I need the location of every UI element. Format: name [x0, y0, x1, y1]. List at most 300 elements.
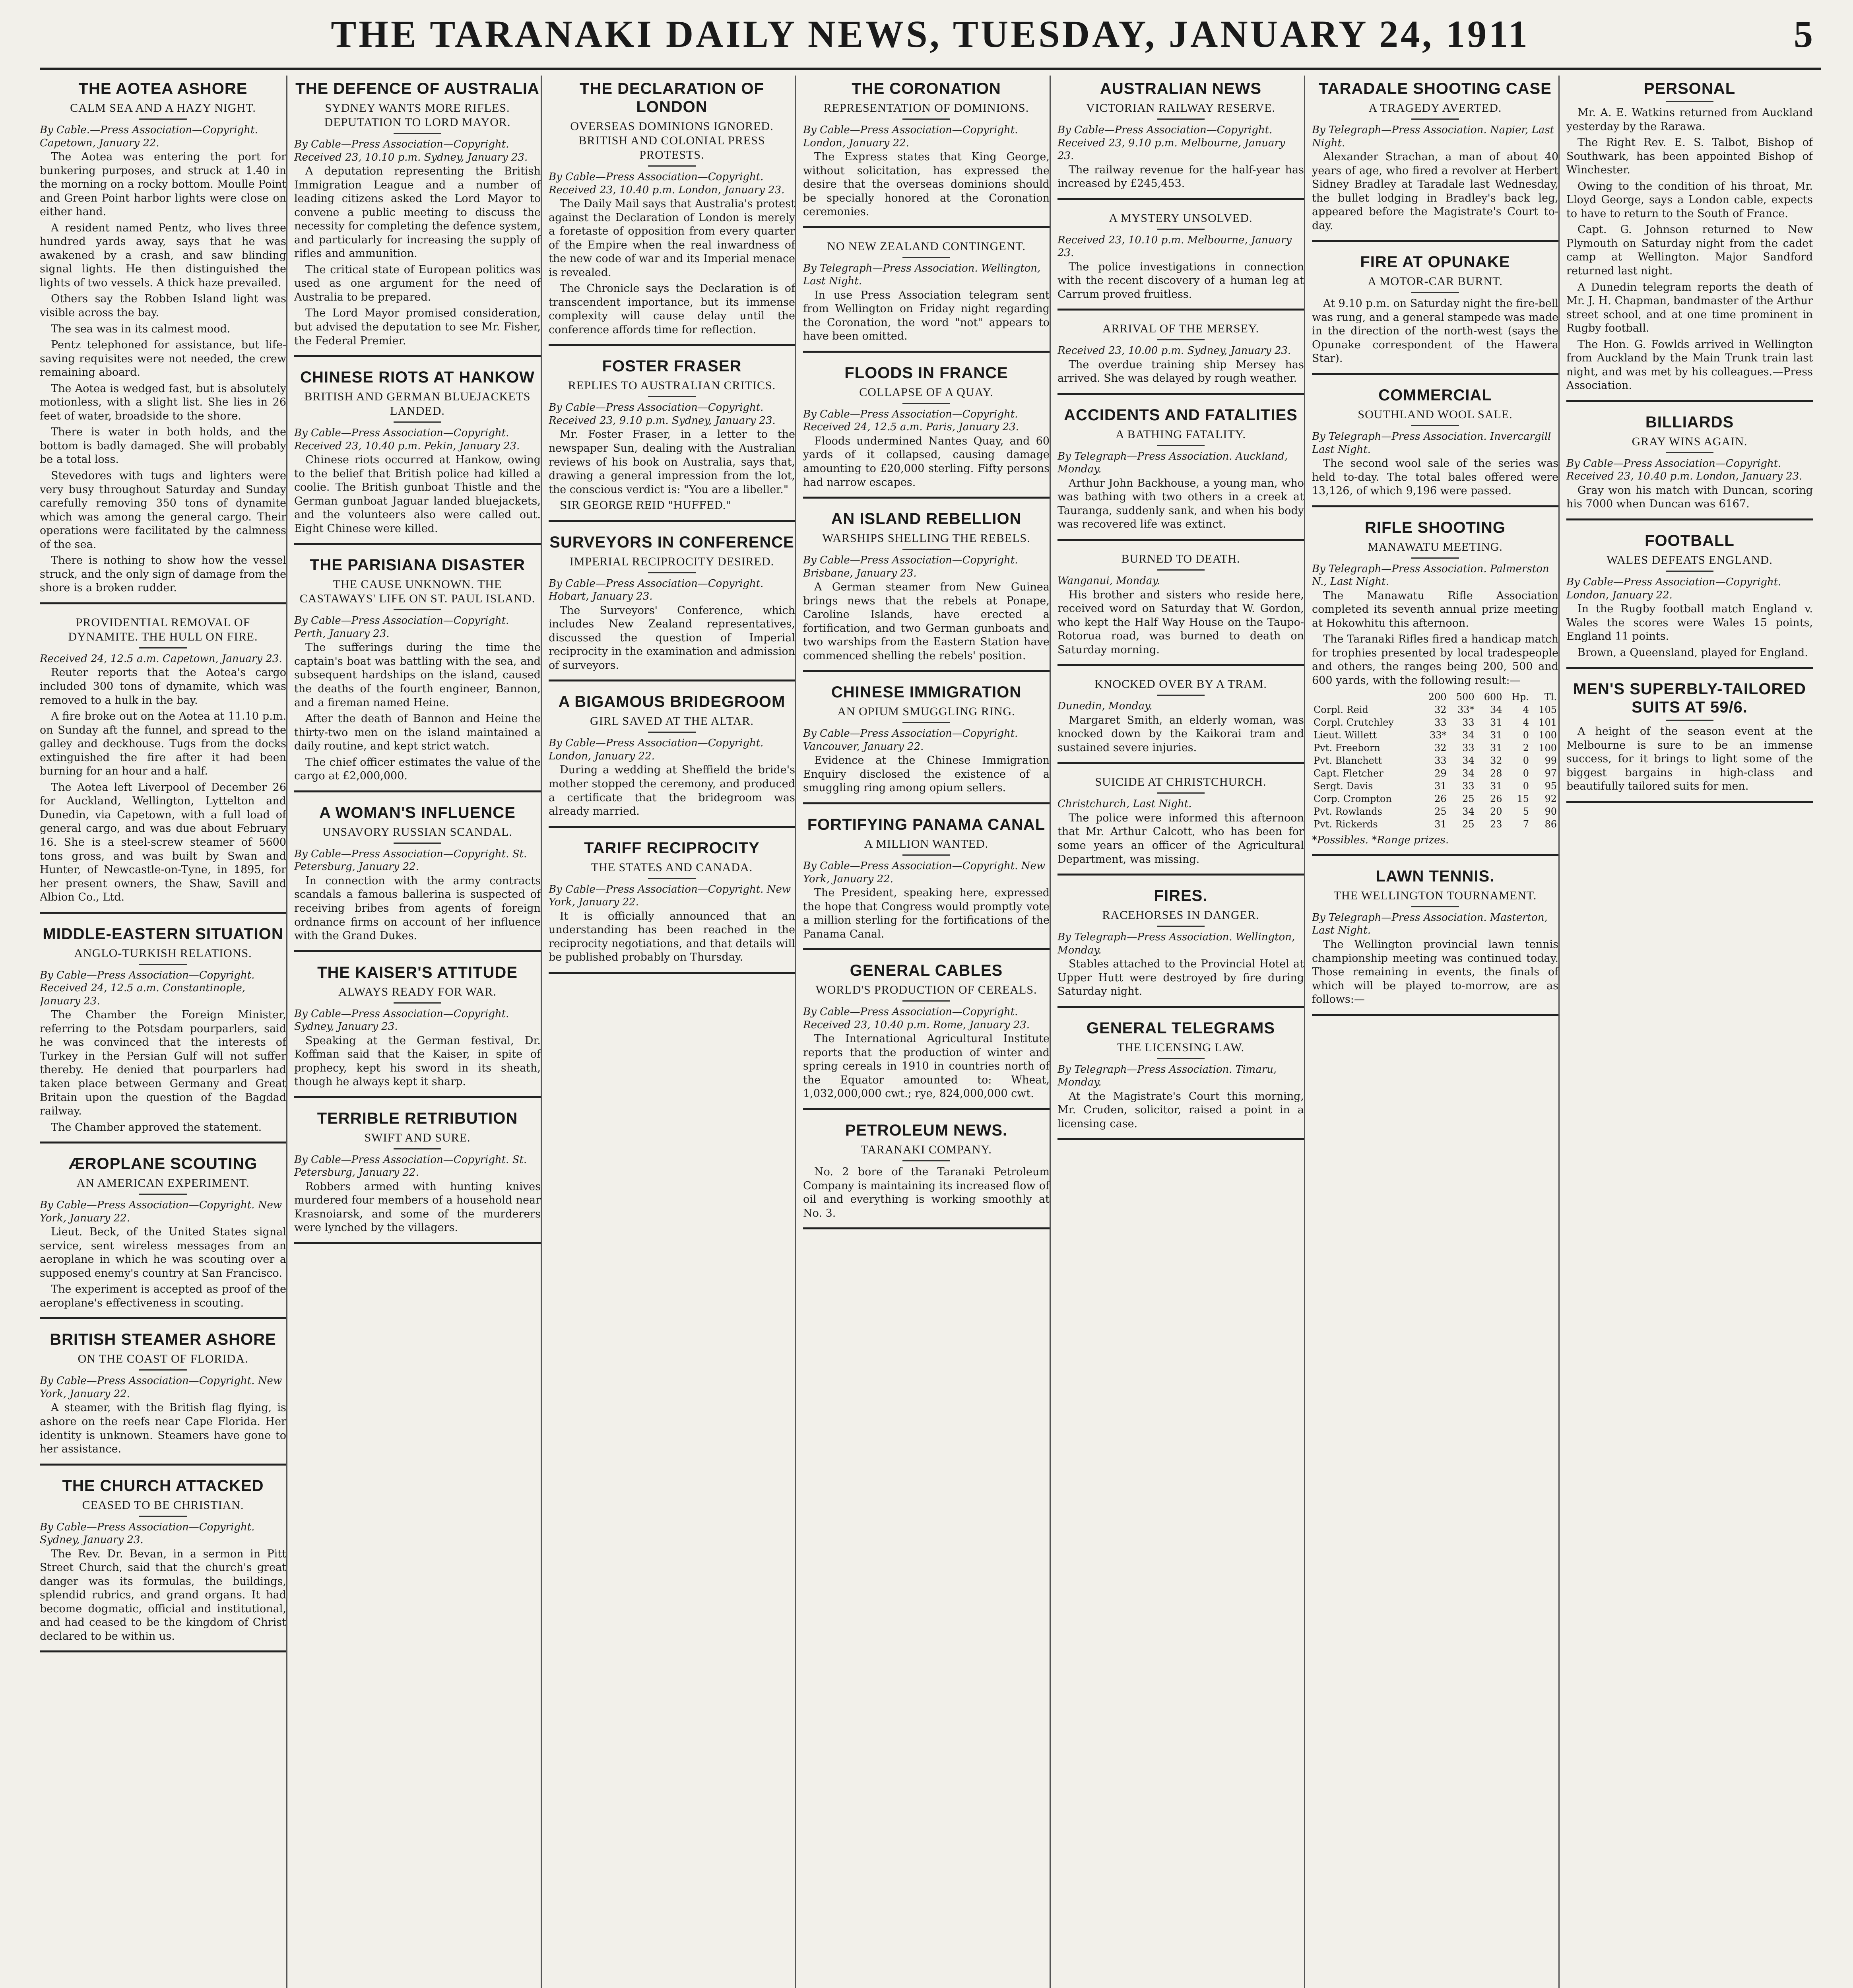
masthead-title: THE TARANAKI DAILY NEWS, TUESDAY, JANUARY 24, 1911	[331, 13, 1530, 55]
article-dateline: By Cable—Press Association—Copyright. Sydney, January 23.	[40, 1521, 255, 1546]
article-subheading: NO NEW ZEALAND CONTINGENT.	[827, 239, 1026, 253]
article-divider	[40, 1650, 286, 1652]
table-cell: 32	[1490, 755, 1502, 767]
table-cell: 34	[1490, 704, 1502, 716]
article-paragraph: In the Rugby football match England v. Wales the scores were Wales 15 points, England 11 points.	[1566, 603, 1813, 643]
article-paragraph: No. 2 bore of the Taranaki Petroleum Company is maintaining its increased flow of oil and everything is working smoothly at No. 3.	[803, 1165, 1050, 1219]
article	[294, 804, 541, 952]
article-divider	[1312, 373, 1558, 375]
article-paragraph: Speaking at the German festival, Dr. Koffman said that the Kaiser, in spite of prophecy, kept his sword in its sheath, though he always kept it sharp.	[294, 1034, 541, 1088]
article	[1057, 552, 1304, 666]
article-subheading: WALES DEFEATS ENGLAND.	[1607, 553, 1773, 567]
article-dateline: Christchurch, Last Night.	[1057, 798, 1192, 810]
table-cell: 15	[1517, 793, 1529, 805]
article	[1057, 211, 1304, 311]
article	[803, 815, 1050, 950]
article-divider	[803, 802, 1050, 804]
article-paragraph: A German steamer from New Guinea brings news that the rebels at Ponape, Caroline Islands, have erected a fortification, and two German gunboats and two warships from the Eastern Station have commenced shelling the rebels' position.	[803, 581, 1050, 662]
article-dateline: By Cable—Press Association—Copyright. London, January 22.	[549, 737, 764, 762]
table-cell: 26	[1434, 793, 1447, 805]
article-headline: TERRIBLE RETRIBUTION	[317, 1109, 518, 1127]
table-row	[1312, 818, 1558, 831]
article-subheading: GIRL SAVED AT THE ALTAR.	[590, 714, 754, 728]
table-row	[1312, 742, 1558, 754]
article-dateline: By Cable—Press Association—Copyright. Received 23, 10.40 p.m. London, January 23.	[549, 171, 785, 196]
article-paragraph: SIR GEORGE REID "HUFFED."	[560, 499, 731, 512]
table-cell: 34	[1462, 730, 1475, 741]
article	[1566, 413, 1813, 520]
table-cell: Corpl. Reid	[1314, 704, 1368, 716]
table-cell: 95	[1544, 780, 1557, 792]
headline-rule	[1157, 118, 1205, 120]
table-cell: Pvt. Rowlands	[1314, 806, 1382, 817]
column-1	[40, 76, 287, 1988]
article-dateline: By Cable—Press Association—Copyright. New York, January 22.	[40, 1375, 282, 1400]
article-dateline: By Cable—Press Association—Copyright. Sydney, January 23.	[294, 1008, 509, 1033]
article-divider	[549, 344, 795, 346]
article-paragraph: The police investigations in connection with the recent discovery of a human leg at Carrum proved fruitless.	[1057, 260, 1304, 301]
headline-rule	[1157, 569, 1205, 571]
article-divider	[1057, 664, 1304, 666]
headline-rule	[139, 118, 187, 120]
article-headline: THE CORONATION	[852, 80, 1001, 97]
article-divider	[803, 1108, 1050, 1110]
headline-rule	[139, 1516, 187, 1517]
table-cell: 101	[1539, 717, 1557, 728]
article	[40, 1330, 286, 1465]
article-paragraph: The Rev. Dr. Bevan, in a sermon in Pitt Street Church, said that the church's great danger was its formulas, the buildings, splendid rubrics, and grand organs. It had become dogmatic, official and institutional, and had ceased to be the kingdom of Christ declared to be within us.	[40, 1547, 286, 1642]
table-cell: 25	[1434, 806, 1447, 817]
article-dateline: By Cable—Press Association—Copyright. Received 24, 12.5 a.m. Constantinople, January 23.	[40, 969, 255, 1007]
article-divider	[803, 351, 1050, 353]
article-divider	[40, 1464, 286, 1466]
article-subheading: SWIFT AND SURE.	[364, 1131, 471, 1144]
table-cell: 31	[1490, 780, 1502, 792]
article-divider	[803, 497, 1050, 499]
article-headline: TARIFF RECIPROCITY	[584, 839, 760, 857]
article	[1057, 775, 1304, 876]
article-subheading: COLLAPSE OF A QUAY.	[859, 385, 993, 399]
table-cell: 20	[1490, 806, 1502, 817]
table-header-cell: 200	[1428, 691, 1447, 703]
article-dateline: By Telegraph—Press Association. Invercargill Last Night.	[1312, 431, 1551, 456]
headline-rule	[139, 964, 187, 965]
article-paragraph: There is nothing to show how the vessel struck, and the only sign of damage from the shore is a broken rudder.	[40, 554, 286, 594]
article-dateline: By Cable—Press Association—Copyright. St. Petersburg, January 22.	[294, 848, 527, 873]
article-dateline: By Cable—Press Association—Copyright. Received 23, 10.40 p.m. Rome, January 23.	[803, 1006, 1030, 1031]
article-paragraph: There is water in both holds, and the bottom is badly damaged. She will probably be a total loss.	[40, 426, 286, 466]
article-dateline: By Cable—Press Association—Copyright. Received 23, 10.10 p.m. Sydney, January 23.	[294, 138, 528, 163]
article-dateline: Received 23, 10.00 p.m. Sydney, January 23.	[1057, 345, 1291, 357]
table-cell: 99	[1544, 755, 1557, 767]
article-headline: FOSTER FRASER	[602, 357, 742, 375]
article-subheading: THE WELLINGTON TOURNAMENT.	[1333, 889, 1537, 902]
article-divider	[294, 790, 541, 792]
article-paragraph: Others say the Robben Island light was visible across the bay.	[40, 293, 286, 319]
article-headline: ÆROPLANE SCOUTING	[68, 1155, 258, 1173]
table-header-cell: 600	[1484, 691, 1502, 703]
article	[803, 364, 1050, 499]
article-divider	[1312, 240, 1558, 242]
headline-rule	[902, 1160, 950, 1161]
article-paragraph: The Aotea left Liverpool of December 26 for Auckland, Wellington, Lyttelton and Dunedin, via Capetown, with a full load of general cargo, and was due about February 16. She is a steel-screw steamer of 5600 tons gross, and was built by Swan and Hunter, of Newcastle-on-Tyne, in 1895, for her present owners, the Shaw, Savill and Albion Co., Ltd.	[40, 781, 286, 904]
article-divider	[1057, 762, 1304, 764]
article-headline: A BIGAMOUS BRIDEGROOM	[558, 693, 786, 711]
article-headline: CHINESE RIOTS AT HANKOW	[300, 369, 535, 386]
article-paragraph: The Manawatu Rifle Association completed its seventh annual prize meeting at Hokowhitu this afternoon.	[1312, 589, 1558, 629]
article-subheading: WORLD'S PRODUCTION OF CEREALS.	[815, 983, 1037, 997]
article	[40, 1477, 286, 1653]
article-paragraph: Arthur John Backhouse, a young man, who was bathing with two others in a creek at Tauranga, suddenly sank, and when his body was recovered life was extinct.	[1057, 477, 1304, 531]
article-dateline: By Cable.—Press Association—Copyright. Capetown, January 22.	[40, 124, 258, 149]
table-row	[1312, 729, 1558, 742]
article-subheading: AN OPIUM SMUGGLING RING.	[837, 705, 1015, 718]
article-subheading: SOUTHLAND WOOL SALE.	[1358, 408, 1513, 421]
table-row	[1312, 754, 1558, 767]
article	[1057, 1019, 1304, 1140]
article-paragraph: In connection with the army contracts scandals a famous ballerina is suspected of receiving bribes from agents of foreign ordnance firms on account of her influence with the Grand Dukes.	[294, 874, 541, 942]
headline-rule	[1666, 720, 1713, 721]
article-subheading: ARRIVAL OF THE MERSEY.	[1102, 322, 1259, 336]
article-paragraph: The Taranaki Rifles fired a handicap match for trophies presented by local tradespeople and others, the ranges being 200, 500 and 600 yards, with the following result:—	[1312, 633, 1558, 687]
article-divider	[1566, 400, 1813, 402]
article-divider	[294, 543, 541, 545]
article-divider	[1566, 667, 1813, 669]
headline-rule	[394, 609, 441, 610]
article-divider	[1057, 393, 1304, 395]
article-divider	[1566, 518, 1813, 520]
headline-rule	[902, 549, 950, 550]
article-divider	[803, 226, 1050, 228]
headline-rule	[1411, 425, 1459, 426]
headline-rule	[1157, 229, 1205, 230]
table-header-row	[1312, 691, 1558, 703]
article-paragraph: A Dunedin telegram reports the death of Mr. J. H. Chapman, bandmaster of the Arthur street school, and at one time prominent in Rugby football.	[1566, 281, 1813, 335]
table-cell: 34	[1462, 806, 1475, 817]
article-headline: A WOMAN'S INFLUENCE	[319, 804, 516, 821]
article-headline: MIDDLE-EASTERN SITUATION	[43, 925, 283, 943]
headline-rule	[648, 165, 696, 167]
table-cell: 2	[1523, 742, 1529, 754]
table-cell: Pvt. Blanchett	[1314, 755, 1382, 767]
article-subheading: CEASED TO BE CHRISTIAN.	[82, 1498, 244, 1512]
article-divider	[549, 972, 795, 974]
headline-rule	[902, 257, 950, 258]
article-paragraph: A fire broke out on the Aotea at 11.10 p.m. on Sunday aft the funnel, and spread to the galley and deckhouse. Tugs from the docks extinguished the fire after it had been burning for an hour and a half.	[40, 710, 286, 778]
article-paragraph: The Aotea is wedged fast, but is absolutely motionless, with a slight list. She lies in 26 feet of water, broadside to the shore.	[40, 382, 286, 422]
article-paragraph: The Lord Mayor promised consideration, but advised the deputation to see Mr. Fisher, the Federal Premier.	[294, 307, 541, 347]
article-headline: FLOODS IN FRANCE	[844, 364, 1008, 382]
article-headline: ACCIDENTS AND FATALITIES	[1064, 406, 1298, 424]
article-paragraph: The sufferings during the time the captain's boat was battling with the sea, and subsequent hardships on the island, caused the deaths of the fourth engineer, Bannon, and a fireman named Heine.	[294, 641, 541, 709]
article	[803, 961, 1050, 1110]
article-divider	[1057, 1006, 1304, 1008]
article-paragraph: The Chronicle says the Declaration is of transcendent importance, but its immense complexity will cause delay until the conference affords time for reflection.	[549, 282, 795, 336]
table-cell: 0	[1523, 768, 1529, 779]
article-dateline: By Cable—Press Association—Copyright. Perth, January 23.	[294, 615, 509, 640]
headline-rule	[902, 854, 950, 856]
headline-rule	[648, 878, 696, 879]
article-subheading: RACEHORSES IN DANGER.	[1102, 909, 1259, 922]
article-subheading: REPRESENTATION OF DOMINIONS.	[823, 101, 1029, 115]
article-paragraph: The second wool sale of the series was held to-day. The total bales offered were 13,126, of which 9,196 were passed.	[1312, 457, 1558, 497]
article-divider	[1057, 539, 1304, 541]
article-paragraph: The police were informed this afternoon that Mr. Arthur Calcott, who has been for some years an officer of the Agricultural Department, was missing.	[1057, 812, 1304, 866]
article-paragraph: The Chamber approved the statement.	[51, 1121, 262, 1134]
article-subheading: ON THE COAST OF FLORIDA.	[78, 1352, 248, 1366]
article-paragraph: Margaret Smith, an elderly woman, was knocked down by the Kaikorai tram and sustained severe injuries.	[1057, 714, 1304, 754]
article-paragraph: The chief officer estimates the value of the cargo at £2,000,000.	[294, 756, 541, 782]
article-divider	[294, 355, 541, 357]
table-cell: 86	[1544, 819, 1557, 830]
article-headline: THE DECLARATION OF LONDON	[580, 80, 764, 116]
article-divider	[1057, 1138, 1304, 1140]
table-cell: 32	[1434, 742, 1447, 754]
article-headline: CHINESE IMMIGRATION	[831, 683, 1022, 701]
article-divider	[40, 602, 286, 604]
headline-rule	[902, 722, 950, 723]
article-paragraph: A height of the season event at the Melbourne is sure to be an immense success, for it brings to light some of the biggest bargains in high-class and beautifully tailored suits for men.	[1566, 725, 1813, 793]
article-divider	[803, 670, 1050, 672]
article	[1057, 887, 1304, 1008]
article-dateline: By Telegraph—Press Association. Masterton, Last Night.	[1312, 911, 1548, 937]
article-dateline: By Cable—Press Association—Copyright. Received 23, 9.10 p.m. Sydney, January 23.	[549, 402, 776, 427]
article-paragraph: The Chamber the Foreign Minister, referring to the Potsdam pourparlers, said he was convinced that the interests of Turkey in the Persian Gulf will not suffer thereby. He denied that pourparlers had taken place between Germany and Great Britain upon the question of the Bagdad railway.	[40, 1009, 286, 1118]
article-paragraph: The Express states that King George, without solicitation, has expressed the desire that the overseas dominions should be specially honored at the Coronation ceremonies.	[803, 151, 1050, 218]
article	[1057, 406, 1304, 541]
article-subheading: GRAY WINS AGAIN.	[1632, 435, 1748, 448]
table-cell: Pvt. Rickerds	[1314, 819, 1378, 830]
headline-rule	[1666, 571, 1713, 572]
headline-rule	[394, 1002, 441, 1004]
headline-rule	[648, 732, 696, 733]
table-row	[1312, 716, 1558, 729]
article-divider	[803, 1227, 1050, 1229]
table-row	[1312, 767, 1558, 780]
article	[1312, 253, 1558, 375]
table-cell: 33	[1434, 717, 1447, 728]
headline-rule	[139, 1369, 187, 1371]
table-cell: 34	[1462, 768, 1475, 779]
headline-rule	[1157, 1058, 1205, 1059]
article-paragraph: The President, speaking here, expressed the hope that Congress would promptly vote a million sterling for the fortifications of the Panama Canal.	[803, 887, 1050, 940]
article-subheading: THE STATES AND CANADA.	[591, 860, 753, 874]
article-headline: PERSONAL	[1643, 80, 1736, 97]
article	[40, 1155, 286, 1319]
article-paragraph: Capt. G. Johnson returned to New Plymouth on Saturday night from the cadet camp at Wellington. Major Sandford returned last night.	[1566, 223, 1813, 278]
table-cell: 33	[1462, 780, 1475, 792]
table-cell: 23	[1490, 819, 1502, 830]
headline-rule	[1157, 445, 1205, 446]
article-dateline: By Cable—Press Association—Copyright. Received 23, 10.40 p.m. London, January 23.	[1566, 457, 1803, 483]
headline-rule	[1157, 695, 1205, 696]
article-dateline: Dunedin, Monday.	[1057, 700, 1153, 712]
article-dateline: By Telegraph—Press Association. Timaru, Monday.	[1057, 1063, 1277, 1089]
article-subheading: REPLIES TO AUSTRALIAN CRITICS.	[568, 379, 776, 392]
article-dateline: By Telegraph—Press Association. Napier, Last Night.	[1312, 124, 1554, 149]
table-cell: 100	[1539, 730, 1557, 741]
article	[1312, 867, 1558, 1016]
headline-rule	[394, 421, 441, 423]
article-dateline: By Cable—Press Association—Copyright. Received 24, 12.5 a.m. Paris, January 23.	[803, 408, 1019, 433]
column-2	[294, 76, 542, 1988]
article-subheading: ANGLO-TURKISH RELATIONS.	[74, 946, 252, 960]
article-dateline: By Cable—Press Association—Copyright. New York, January 22.	[803, 860, 1046, 885]
article	[549, 533, 795, 682]
article-dateline: By Cable—Press Association—Copyright. Hobart, January 23.	[549, 577, 764, 603]
article-paragraph: Robbers armed with hunting knives murdered four members of a household near Krasnoiarsk, and some of the murderers were lynched by the villagers.	[294, 1180, 541, 1234]
article-headline: FIRE AT OPUNAKE	[1360, 253, 1510, 271]
headline-rule	[902, 118, 950, 120]
article-paragraph: The Hon. G. Fowlds arrived in Wellington from Auckland by the Main Trunk train last night, and was met by his colleagues.—Press Association.	[1566, 338, 1813, 392]
table-cell: 105	[1539, 704, 1557, 716]
article-paragraph: Chinese riots occurred at Hankow, owing to the belief that British police had killed a coolie. The British gunboat Thistle and the German gunboat Jaguar landed bluejackets, and the volunteers also were called out. Eight Chinese were killed.	[294, 454, 541, 535]
article-headline: THE AOTEA ASHORE	[78, 80, 248, 97]
masthead	[40, 8, 1821, 70]
article-subheading: A BATHING FATALITY.	[1116, 427, 1246, 441]
article-headline: FIRES.	[1154, 887, 1208, 905]
table-cell: Capt. Fletcher	[1314, 768, 1383, 779]
article-subheading: THE LICENSING LAW.	[1117, 1041, 1245, 1054]
article-dateline: By Telegraph—Press Association. Wellington, Last Night.	[803, 262, 1041, 287]
table-cell: Corpl. Crutchley	[1314, 717, 1394, 728]
article-paragraph: A resident named Pentz, who lives three hundred yards away, says that he was awakened by a crash, and saw blinding signal lights. He then distinguished the lights of two vessels. A thick haze prevailed.	[40, 221, 286, 289]
table-cell: 33*	[1430, 730, 1447, 741]
article	[803, 80, 1050, 228]
article-subheading: PROVIDENTIAL REMOVAL OF DYNAMITE. THE HULL ON FIRE.	[68, 615, 258, 643]
article-headline: LAWN TENNIS.	[1376, 867, 1495, 885]
article-paragraph: After the death of Bannon and Heine the thirty-two men on the island maintained a daily routine, and kept strict watch.	[294, 712, 541, 753]
table-row	[1312, 703, 1558, 716]
headline-rule	[902, 1000, 950, 1002]
article	[294, 556, 541, 792]
table-cell: 92	[1544, 793, 1557, 805]
article-headline: AUSTRALIAN NEWS	[1100, 80, 1262, 97]
article-paragraph: Brown, a Queensland, played for England.	[1577, 646, 1808, 659]
article-dateline: By Cable—Press Association—Copyright. Brisbane, January 23.	[803, 554, 1018, 579]
headline-rule	[394, 1148, 441, 1149]
table-cell: 25	[1462, 793, 1475, 805]
article-paragraph: Floods undermined Nantes Quay, and 60 yards of it collapsed, causing damage amounting to £20,000 sterling. Fifty persons had narrow escapes.	[803, 435, 1050, 489]
article-paragraph: Reuter reports that the Aotea's cargo included 300 tons of dynamite, which was removed to a hulk in the bay.	[40, 666, 286, 707]
article-paragraph: The International Agricultural Institute reports that the production of winter and spring cereals in 1910 in countries north of the Equator amounted to: Wheat, 1,032,000,000 cwt.; rye, 824,000,000 cwt.	[803, 1033, 1050, 1100]
article-divider	[1057, 198, 1304, 200]
article-dateline: Received 24, 12.5 a.m. Capetown, January 23.	[40, 652, 282, 665]
article	[803, 239, 1050, 353]
table-header-cell: 500	[1456, 691, 1475, 703]
article-paragraph: The Wellington provincial lawn tennis championship meeting was continued today. Those remaining in events, the finals of which will be played to-morrow, are as follows:—	[1312, 938, 1558, 1006]
article	[1057, 322, 1304, 395]
article-paragraph: Stables attached to the Provincial Hotel at Upper Hutt were destroyed by fire during Saturday night.	[1057, 958, 1304, 998]
table-cell: 33	[1434, 755, 1447, 767]
article-paragraph: A steamer, with the British flag flying, is ashore on the reefs near Cape Florida. Her identity is unknown. Steamers have gone to her assistance.	[40, 1402, 286, 1456]
article	[294, 368, 541, 545]
headline-rule	[902, 403, 950, 404]
article	[294, 1109, 541, 1244]
article-subheading: MANAWATU MEETING.	[1368, 540, 1503, 553]
article-subheading: VICTORIAN RAILWAY RESERVE.	[1086, 101, 1276, 115]
table-cell: 31	[1490, 717, 1502, 728]
column-7	[1566, 76, 1813, 1988]
article-subheading: BRITISH AND GERMAN BLUEJACKETS LANDED.	[304, 390, 531, 418]
table-cell: Corp. Crompton	[1314, 793, 1392, 805]
article-headline: BRITISH STEAMER ASHORE	[50, 1331, 276, 1349]
table-cell: 5	[1523, 806, 1529, 817]
table-cell: 90	[1544, 806, 1557, 817]
table-cell: 97	[1544, 768, 1557, 779]
article-paragraph: At 9.10 p.m. on Saturday night the fire-bell was rung, and a general stampede was made in the direction of the north-west (says the Opunake correspondent of the Hawera Star).	[1312, 297, 1558, 365]
table-cell: 26	[1490, 793, 1502, 805]
article	[1566, 680, 1813, 803]
article-paragraph: The Daily Mail says that Australia's protest against the Declaration of London is merely a foretaste of opposition from every quarter of the Empire when the real inwardness of the new code of war and its Imperial menace is revealed.	[549, 198, 795, 279]
article	[803, 510, 1050, 672]
headline-rule	[1157, 339, 1205, 340]
article-dateline: By Cable—Press Association—Copyright. Received 23, 9.10 p.m. Melbourne, January 23.	[1057, 124, 1285, 162]
article-paragraph: Lieut. Beck, of the United States signal service, sent wireless messages from an aeroplane in which he was scouting over a supposed enemy's country at San Francisco.	[40, 1226, 286, 1279]
article-paragraph: His brother and sisters who reside here, received word on Saturday that W. Gordon, who kept the Half Way House on the Taupo-Rotorua road, was burned to death on Saturday morning.	[1057, 588, 1304, 656]
article-subheading: ALWAYS READY FOR WAR.	[338, 985, 497, 998]
article	[549, 80, 795, 346]
article-subheading: CALM SEA AND A HAZY NIGHT.	[70, 101, 256, 115]
article-paragraph: Alexander Strachan, a man of about 40 years of age, who fired a revolver at Herbert Sidney Bradley at Taradale last Wednesday, the bullet lodging in Bradley's back leg, appeared before the Magistrate's Court to-day.	[1312, 151, 1558, 232]
article	[1312, 386, 1558, 507]
article-paragraph: The sea was in its calmest mood.	[51, 322, 231, 335]
column-3	[549, 76, 796, 1988]
article-dateline: By Telegraph—Press Association. Auckland, Monday.	[1057, 450, 1288, 476]
article-headline: TARADALE SHOOTING CASE	[1319, 80, 1552, 97]
headline-rule	[1411, 118, 1459, 120]
article-headline: THE DEFENCE OF AUSTRALIA	[295, 80, 539, 97]
article-headline: FORTIFYING PANAMA CANAL	[807, 816, 1046, 834]
article-paragraph: Mr. A. E. Watkins returned from Auckland yesterday by the Rarawa.	[1566, 107, 1813, 133]
article-divider	[294, 1242, 541, 1244]
article-subheading: A TRAGEDY AVERTED.	[1368, 101, 1502, 115]
table-cell: 25	[1462, 819, 1475, 830]
article	[549, 357, 795, 522]
headline-rule	[139, 1194, 187, 1195]
article	[1312, 80, 1558, 242]
article-headline: RIFLE SHOOTING	[1365, 518, 1506, 536]
article-subheading: WARSHIPS SHELLING THE REBELS.	[822, 532, 1030, 545]
article-divider	[549, 679, 795, 681]
article-headline: GENERAL TELEGRAMS	[1086, 1019, 1275, 1037]
table-cell: Pvt. Freeborn	[1314, 742, 1380, 754]
headline-rule	[139, 647, 187, 648]
article-headline: MEN'S SUPERBLY-TAILORED SUITS AT 59/6.	[1573, 680, 1806, 716]
article-dateline: By Telegraph—Press Association. Wellington, Monday.	[1057, 931, 1295, 956]
article-subheading: A MILLION WANTED.	[864, 837, 989, 851]
article	[803, 683, 1050, 804]
table-cell: 33	[1462, 742, 1475, 754]
headline-rule	[1666, 101, 1713, 102]
article-dateline: By Cable—Press Association—Copyright. Received 23, 10.40 p.m. Pekin, January 23.	[294, 427, 520, 452]
table-cell: Sergt. Davis	[1314, 780, 1373, 792]
headline-rule	[1157, 792, 1205, 794]
article-paragraph: The Surveyors' Conference, which includes New Zealand representatives, discussed the question of Imperial reciprocity in the examination and admission of surveyors.	[549, 604, 795, 672]
headline-rule	[648, 572, 696, 573]
article	[1057, 677, 1304, 764]
article-subheading: BURNED TO DEATH.	[1121, 552, 1240, 566]
results-table	[1312, 691, 1558, 831]
article-divider	[1312, 505, 1558, 507]
article-paragraph: A deputation representing the British Immigration League and a number of leading citizens asked the Lord Mayor to convene a public meeting to discuss the necessity for completing the defence system, and particularly for increasing the supply of rifles and ammunition.	[294, 165, 541, 260]
article-subheading: TARANAKI COMPANY.	[861, 1143, 992, 1156]
table-cell: 0	[1523, 780, 1529, 792]
column-5	[1057, 76, 1305, 1988]
article-paragraph: Stevedores with tugs and lighters were very busy throughout Saturday and Sunday carefully removing 350 tons of dynamite which was among the general cargo. Their operations were facilitated by the calmness of the sea.	[40, 470, 286, 551]
article-paragraph: Owing to the condition of his throat, Mr. Lloyd George, says a London cable, expects to have to return to the South of France.	[1566, 180, 1813, 220]
table-cell: 33	[1462, 717, 1475, 728]
